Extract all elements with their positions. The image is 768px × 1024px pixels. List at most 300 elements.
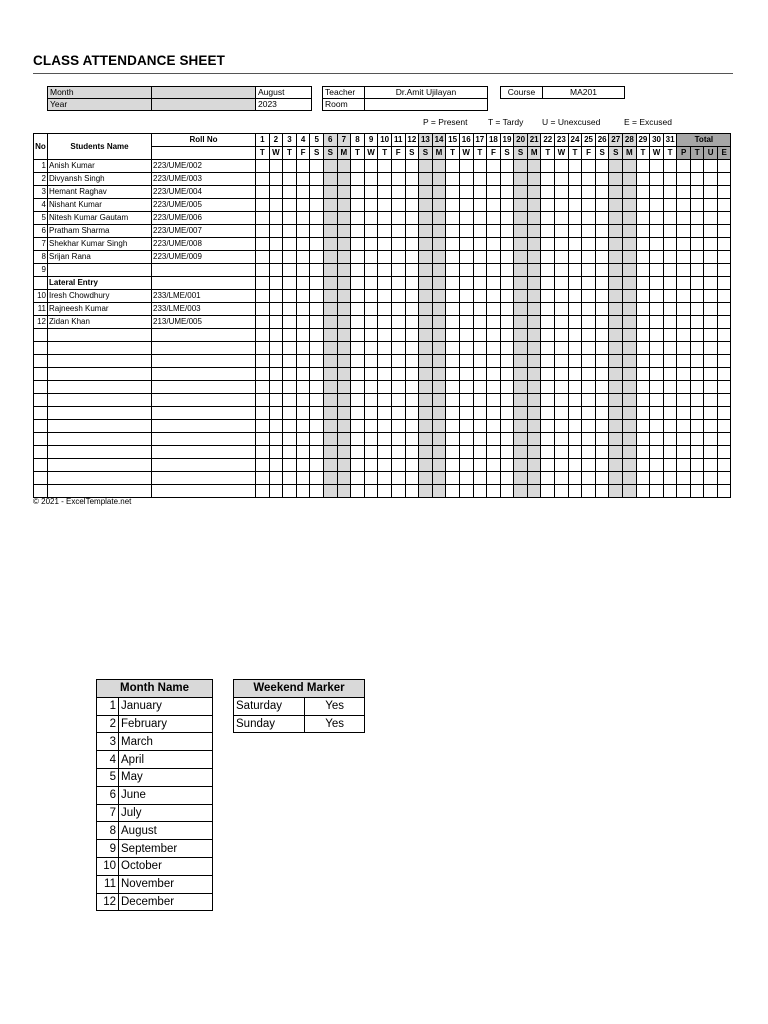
attendance-cell[interactable] [609,264,623,277]
attendance-cell[interactable] [323,407,337,420]
attendance-cell[interactable] [432,407,446,420]
attendance-cell[interactable] [609,433,623,446]
attendance-cell[interactable] [269,355,283,368]
roll-number[interactable] [152,277,256,290]
attendance-cell[interactable] [623,472,637,485]
attendance-cell[interactable] [405,238,419,251]
attendance-cell[interactable] [405,303,419,316]
attendance-cell[interactable] [595,342,609,355]
attendance-cell[interactable] [269,394,283,407]
attendance-cell[interactable] [351,303,365,316]
attendance-cell[interactable] [296,472,310,485]
attendance-cell[interactable] [663,212,677,225]
attendance-cell[interactable] [595,316,609,329]
roll-number[interactable] [152,381,256,394]
student-name[interactable] [48,459,152,472]
attendance-cell[interactable] [527,472,541,485]
attendance-cell[interactable] [582,355,596,368]
attendance-cell[interactable] [636,355,650,368]
attendance-cell[interactable] [296,355,310,368]
attendance-cell[interactable] [446,355,460,368]
attendance-cell[interactable] [527,329,541,342]
attendance-cell[interactable] [623,212,637,225]
attendance-cell[interactable] [527,368,541,381]
attendance-cell[interactable] [364,446,378,459]
attendance-cell[interactable] [650,277,664,290]
attendance-cell[interactable] [296,420,310,433]
attendance-cell[interactable] [663,277,677,290]
attendance-cell[interactable] [296,173,310,186]
attendance-cell[interactable] [419,160,433,173]
attendance-cell[interactable] [555,186,569,199]
attendance-cell[interactable] [514,433,528,446]
attendance-cell[interactable] [663,446,677,459]
roll-number[interactable] [152,368,256,381]
attendance-cell[interactable] [500,446,514,459]
roll-number[interactable]: 223/UME/004 [152,186,256,199]
attendance-cell[interactable] [487,459,501,472]
attendance-cell[interactable] [636,290,650,303]
attendance-cell[interactable] [582,173,596,186]
attendance-cell[interactable] [269,446,283,459]
attendance-cell[interactable] [446,199,460,212]
attendance-cell[interactable] [269,199,283,212]
attendance-cell[interactable] [650,238,664,251]
attendance-cell[interactable] [582,316,596,329]
attendance-cell[interactable] [541,303,555,316]
student-name[interactable]: Shekhar Kumar Singh [48,238,152,251]
attendance-cell[interactable] [378,381,392,394]
attendance-cell[interactable] [663,420,677,433]
attendance-cell[interactable] [391,225,405,238]
attendance-cell[interactable] [310,212,324,225]
attendance-cell[interactable] [378,199,392,212]
attendance-cell[interactable] [514,355,528,368]
roll-number[interactable]: 223/UME/002 [152,160,256,173]
attendance-cell[interactable] [650,394,664,407]
attendance-cell[interactable] [405,277,419,290]
attendance-cell[interactable] [527,277,541,290]
attendance-cell[interactable] [500,225,514,238]
attendance-cell[interactable] [296,342,310,355]
attendance-cell[interactable] [650,485,664,498]
attendance-cell[interactable] [310,342,324,355]
attendance-cell[interactable] [337,225,351,238]
month-value[interactable]: August [256,87,312,99]
attendance-cell[interactable] [514,407,528,420]
attendance-cell[interactable] [405,355,419,368]
attendance-cell[interactable] [256,446,270,459]
attendance-cell[interactable] [663,160,677,173]
attendance-cell[interactable] [446,251,460,264]
attendance-cell[interactable] [256,225,270,238]
attendance-cell[interactable] [283,303,297,316]
attendance-cell[interactable] [419,329,433,342]
attendance-cell[interactable] [256,355,270,368]
attendance-cell[interactable] [541,316,555,329]
attendance-cell[interactable] [514,303,528,316]
attendance-cell[interactable] [500,238,514,251]
attendance-cell[interactable] [419,238,433,251]
attendance-cell[interactable] [351,264,365,277]
attendance-cell[interactable] [283,381,297,394]
attendance-cell[interactable] [296,394,310,407]
attendance-cell[interactable] [514,160,528,173]
attendance-cell[interactable] [296,316,310,329]
attendance-cell[interactable] [527,160,541,173]
attendance-cell[interactable] [650,446,664,459]
attendance-cell[interactable] [351,199,365,212]
attendance-cell[interactable] [364,186,378,199]
attendance-cell[interactable] [650,407,664,420]
attendance-cell[interactable] [487,316,501,329]
attendance-cell[interactable] [391,277,405,290]
attendance-cell[interactable] [256,303,270,316]
attendance-cell[interactable] [391,342,405,355]
attendance-cell[interactable] [337,186,351,199]
roll-number[interactable]: 223/UME/008 [152,238,256,251]
attendance-cell[interactable] [595,433,609,446]
attendance-cell[interactable] [296,303,310,316]
attendance-cell[interactable] [500,420,514,433]
attendance-cell[interactable] [487,212,501,225]
attendance-cell[interactable] [527,303,541,316]
attendance-cell[interactable] [500,264,514,277]
attendance-cell[interactable] [527,264,541,277]
attendance-cell[interactable] [337,277,351,290]
roll-number[interactable] [152,407,256,420]
attendance-cell[interactable] [405,225,419,238]
attendance-cell[interactable] [514,342,528,355]
attendance-cell[interactable] [323,160,337,173]
attendance-cell[interactable] [500,173,514,186]
attendance-cell[interactable] [663,433,677,446]
attendance-cell[interactable] [269,342,283,355]
attendance-cell[interactable] [500,485,514,498]
attendance-cell[interactable] [459,251,473,264]
attendance-cell[interactable] [527,342,541,355]
attendance-cell[interactable] [663,316,677,329]
attendance-cell[interactable] [609,446,623,459]
attendance-cell[interactable] [446,186,460,199]
attendance-cell[interactable] [541,186,555,199]
attendance-cell[interactable] [351,173,365,186]
attendance-cell[interactable] [283,459,297,472]
attendance-cell[interactable] [283,264,297,277]
attendance-cell[interactable] [256,264,270,277]
attendance-cell[interactable] [364,407,378,420]
attendance-cell[interactable] [323,433,337,446]
student-name[interactable] [48,264,152,277]
attendance-cell[interactable] [256,173,270,186]
attendance-cell[interactable] [609,225,623,238]
attendance-cell[interactable] [459,238,473,251]
attendance-cell[interactable] [310,316,324,329]
student-name[interactable] [48,446,152,459]
attendance-cell[interactable] [351,459,365,472]
attendance-cell[interactable] [650,225,664,238]
attendance-cell[interactable] [283,238,297,251]
attendance-cell[interactable] [364,160,378,173]
attendance-cell[interactable] [541,290,555,303]
attendance-cell[interactable] [663,225,677,238]
attendance-cell[interactable] [378,160,392,173]
attendance-cell[interactable] [419,186,433,199]
attendance-cell[interactable] [432,212,446,225]
attendance-cell[interactable] [378,277,392,290]
attendance-cell[interactable] [650,160,664,173]
roll-number[interactable] [152,264,256,277]
attendance-cell[interactable] [391,472,405,485]
attendance-cell[interactable] [269,160,283,173]
attendance-cell[interactable] [623,290,637,303]
attendance-cell[interactable] [337,355,351,368]
attendance-cell[interactable] [663,264,677,277]
attendance-cell[interactable] [473,277,487,290]
attendance-cell[interactable] [609,420,623,433]
attendance-cell[interactable] [391,238,405,251]
attendance-cell[interactable] [541,355,555,368]
attendance-cell[interactable] [351,238,365,251]
attendance-cell[interactable] [555,199,569,212]
attendance-cell[interactable] [419,173,433,186]
attendance-cell[interactable] [636,303,650,316]
attendance-cell[interactable] [391,485,405,498]
attendance-cell[interactable] [555,433,569,446]
attendance-cell[interactable] [337,160,351,173]
roll-number[interactable] [152,433,256,446]
attendance-cell[interactable] [459,368,473,381]
attendance-cell[interactable] [500,290,514,303]
attendance-cell[interactable] [283,342,297,355]
attendance-cell[interactable] [514,225,528,238]
attendance-cell[interactable] [310,433,324,446]
attendance-cell[interactable] [310,446,324,459]
attendance-cell[interactable] [663,173,677,186]
attendance-cell[interactable] [459,485,473,498]
attendance-cell[interactable] [446,264,460,277]
attendance-cell[interactable] [351,212,365,225]
attendance-cell[interactable] [555,485,569,498]
attendance-cell[interactable] [432,446,446,459]
attendance-cell[interactable] [514,485,528,498]
attendance-cell[interactable] [636,264,650,277]
attendance-cell[interactable] [473,420,487,433]
attendance-cell[interactable] [487,394,501,407]
attendance-cell[interactable] [609,238,623,251]
attendance-cell[interactable] [582,472,596,485]
teacher-value[interactable]: Dr.Amit Ujilayan [365,87,488,99]
attendance-cell[interactable] [323,225,337,238]
attendance-cell[interactable] [514,251,528,264]
attendance-cell[interactable] [432,368,446,381]
attendance-cell[interactable] [446,212,460,225]
attendance-cell[interactable] [405,433,419,446]
attendance-cell[interactable] [555,420,569,433]
attendance-cell[interactable] [256,407,270,420]
attendance-cell[interactable] [636,225,650,238]
attendance-cell[interactable] [663,407,677,420]
attendance-cell[interactable] [514,264,528,277]
attendance-cell[interactable] [364,368,378,381]
student-name[interactable]: Nishant Kumar [48,199,152,212]
attendance-cell[interactable] [500,199,514,212]
attendance-cell[interactable] [323,342,337,355]
attendance-cell[interactable] [256,485,270,498]
attendance-cell[interactable] [609,277,623,290]
attendance-cell[interactable] [432,459,446,472]
attendance-cell[interactable] [473,433,487,446]
attendance-cell[interactable] [405,407,419,420]
attendance-cell[interactable] [446,316,460,329]
attendance-cell[interactable] [256,420,270,433]
attendance-cell[interactable] [405,381,419,394]
attendance-cell[interactable] [432,316,446,329]
attendance-cell[interactable] [323,472,337,485]
attendance-cell[interactable] [541,368,555,381]
attendance-cell[interactable] [609,160,623,173]
attendance-cell[interactable] [310,225,324,238]
attendance-cell[interactable] [555,238,569,251]
attendance-cell[interactable] [623,303,637,316]
attendance-cell[interactable] [568,368,582,381]
attendance-cell[interactable] [283,485,297,498]
attendance-cell[interactable] [364,316,378,329]
roll-number[interactable]: 233/LME/003 [152,303,256,316]
attendance-cell[interactable] [582,238,596,251]
attendance-cell[interactable] [555,329,569,342]
attendance-cell[interactable] [337,303,351,316]
roll-number[interactable]: 223/UME/005 [152,199,256,212]
attendance-cell[interactable] [650,329,664,342]
attendance-cell[interactable] [337,290,351,303]
attendance-cell[interactable] [527,381,541,394]
attendance-cell[interactable] [555,368,569,381]
attendance-cell[interactable] [623,459,637,472]
attendance-cell[interactable] [419,225,433,238]
attendance-cell[interactable] [609,472,623,485]
attendance-cell[interactable] [283,407,297,420]
attendance-cell[interactable] [323,355,337,368]
attendance-cell[interactable] [351,290,365,303]
student-name[interactable] [48,355,152,368]
attendance-cell[interactable] [269,459,283,472]
attendance-cell[interactable] [514,329,528,342]
attendance-cell[interactable] [487,199,501,212]
attendance-cell[interactable] [500,433,514,446]
attendance-cell[interactable] [487,225,501,238]
attendance-cell[interactable] [595,303,609,316]
attendance-cell[interactable] [623,433,637,446]
attendance-cell[interactable] [541,446,555,459]
attendance-cell[interactable] [419,472,433,485]
attendance-cell[interactable] [555,251,569,264]
attendance-cell[interactable] [391,199,405,212]
attendance-cell[interactable] [473,407,487,420]
attendance-cell[interactable] [283,277,297,290]
attendance-cell[interactable] [609,407,623,420]
attendance-cell[interactable] [283,329,297,342]
attendance-cell[interactable] [636,420,650,433]
attendance-cell[interactable] [323,446,337,459]
attendance-cell[interactable] [527,420,541,433]
attendance-cell[interactable] [391,420,405,433]
attendance-cell[interactable] [650,264,664,277]
student-name[interactable] [48,394,152,407]
attendance-cell[interactable] [595,368,609,381]
attendance-cell[interactable] [296,264,310,277]
attendance-cell[interactable] [269,290,283,303]
attendance-cell[interactable] [269,264,283,277]
attendance-cell[interactable] [582,212,596,225]
attendance-cell[interactable] [623,277,637,290]
attendance-cell[interactable] [310,238,324,251]
attendance-cell[interactable] [446,225,460,238]
attendance-cell[interactable] [623,368,637,381]
attendance-cell[interactable] [487,160,501,173]
student-name[interactable] [48,342,152,355]
attendance-cell[interactable] [623,446,637,459]
attendance-cell[interactable] [459,225,473,238]
attendance-cell[interactable] [446,420,460,433]
attendance-cell[interactable] [582,459,596,472]
attendance-cell[interactable] [364,277,378,290]
attendance-cell[interactable] [609,394,623,407]
roll-number[interactable]: 223/UME/007 [152,225,256,238]
attendance-cell[interactable] [527,238,541,251]
attendance-cell[interactable] [283,212,297,225]
attendance-cell[interactable] [623,316,637,329]
attendance-cell[interactable] [419,446,433,459]
attendance-cell[interactable] [419,212,433,225]
attendance-cell[interactable] [555,446,569,459]
attendance-cell[interactable] [500,355,514,368]
attendance-cell[interactable] [541,225,555,238]
attendance-cell[interactable] [650,316,664,329]
attendance-cell[interactable] [527,186,541,199]
attendance-cell[interactable] [487,264,501,277]
attendance-cell[interactable] [364,433,378,446]
attendance-cell[interactable] [351,225,365,238]
attendance-cell[interactable] [487,420,501,433]
attendance-cell[interactable] [595,472,609,485]
attendance-cell[interactable] [405,459,419,472]
attendance-cell[interactable] [459,160,473,173]
attendance-cell[interactable] [623,342,637,355]
roll-number[interactable]: 223/UME/009 [152,251,256,264]
attendance-cell[interactable] [296,485,310,498]
attendance-cell[interactable] [310,485,324,498]
attendance-cell[interactable] [351,433,365,446]
attendance-cell[interactable] [269,407,283,420]
attendance-cell[interactable] [459,355,473,368]
attendance-cell[interactable] [405,251,419,264]
attendance-cell[interactable] [432,420,446,433]
attendance-cell[interactable] [432,225,446,238]
attendance-cell[interactable] [487,407,501,420]
attendance-cell[interactable] [500,342,514,355]
attendance-cell[interactable] [323,316,337,329]
attendance-cell[interactable] [269,173,283,186]
attendance-cell[interactable] [391,368,405,381]
attendance-cell[interactable] [337,251,351,264]
attendance-cell[interactable] [555,225,569,238]
attendance-cell[interactable] [419,316,433,329]
attendance-cell[interactable] [337,342,351,355]
attendance-cell[interactable] [473,290,487,303]
attendance-cell[interactable] [541,277,555,290]
student-name[interactable]: Pratham Sharma [48,225,152,238]
